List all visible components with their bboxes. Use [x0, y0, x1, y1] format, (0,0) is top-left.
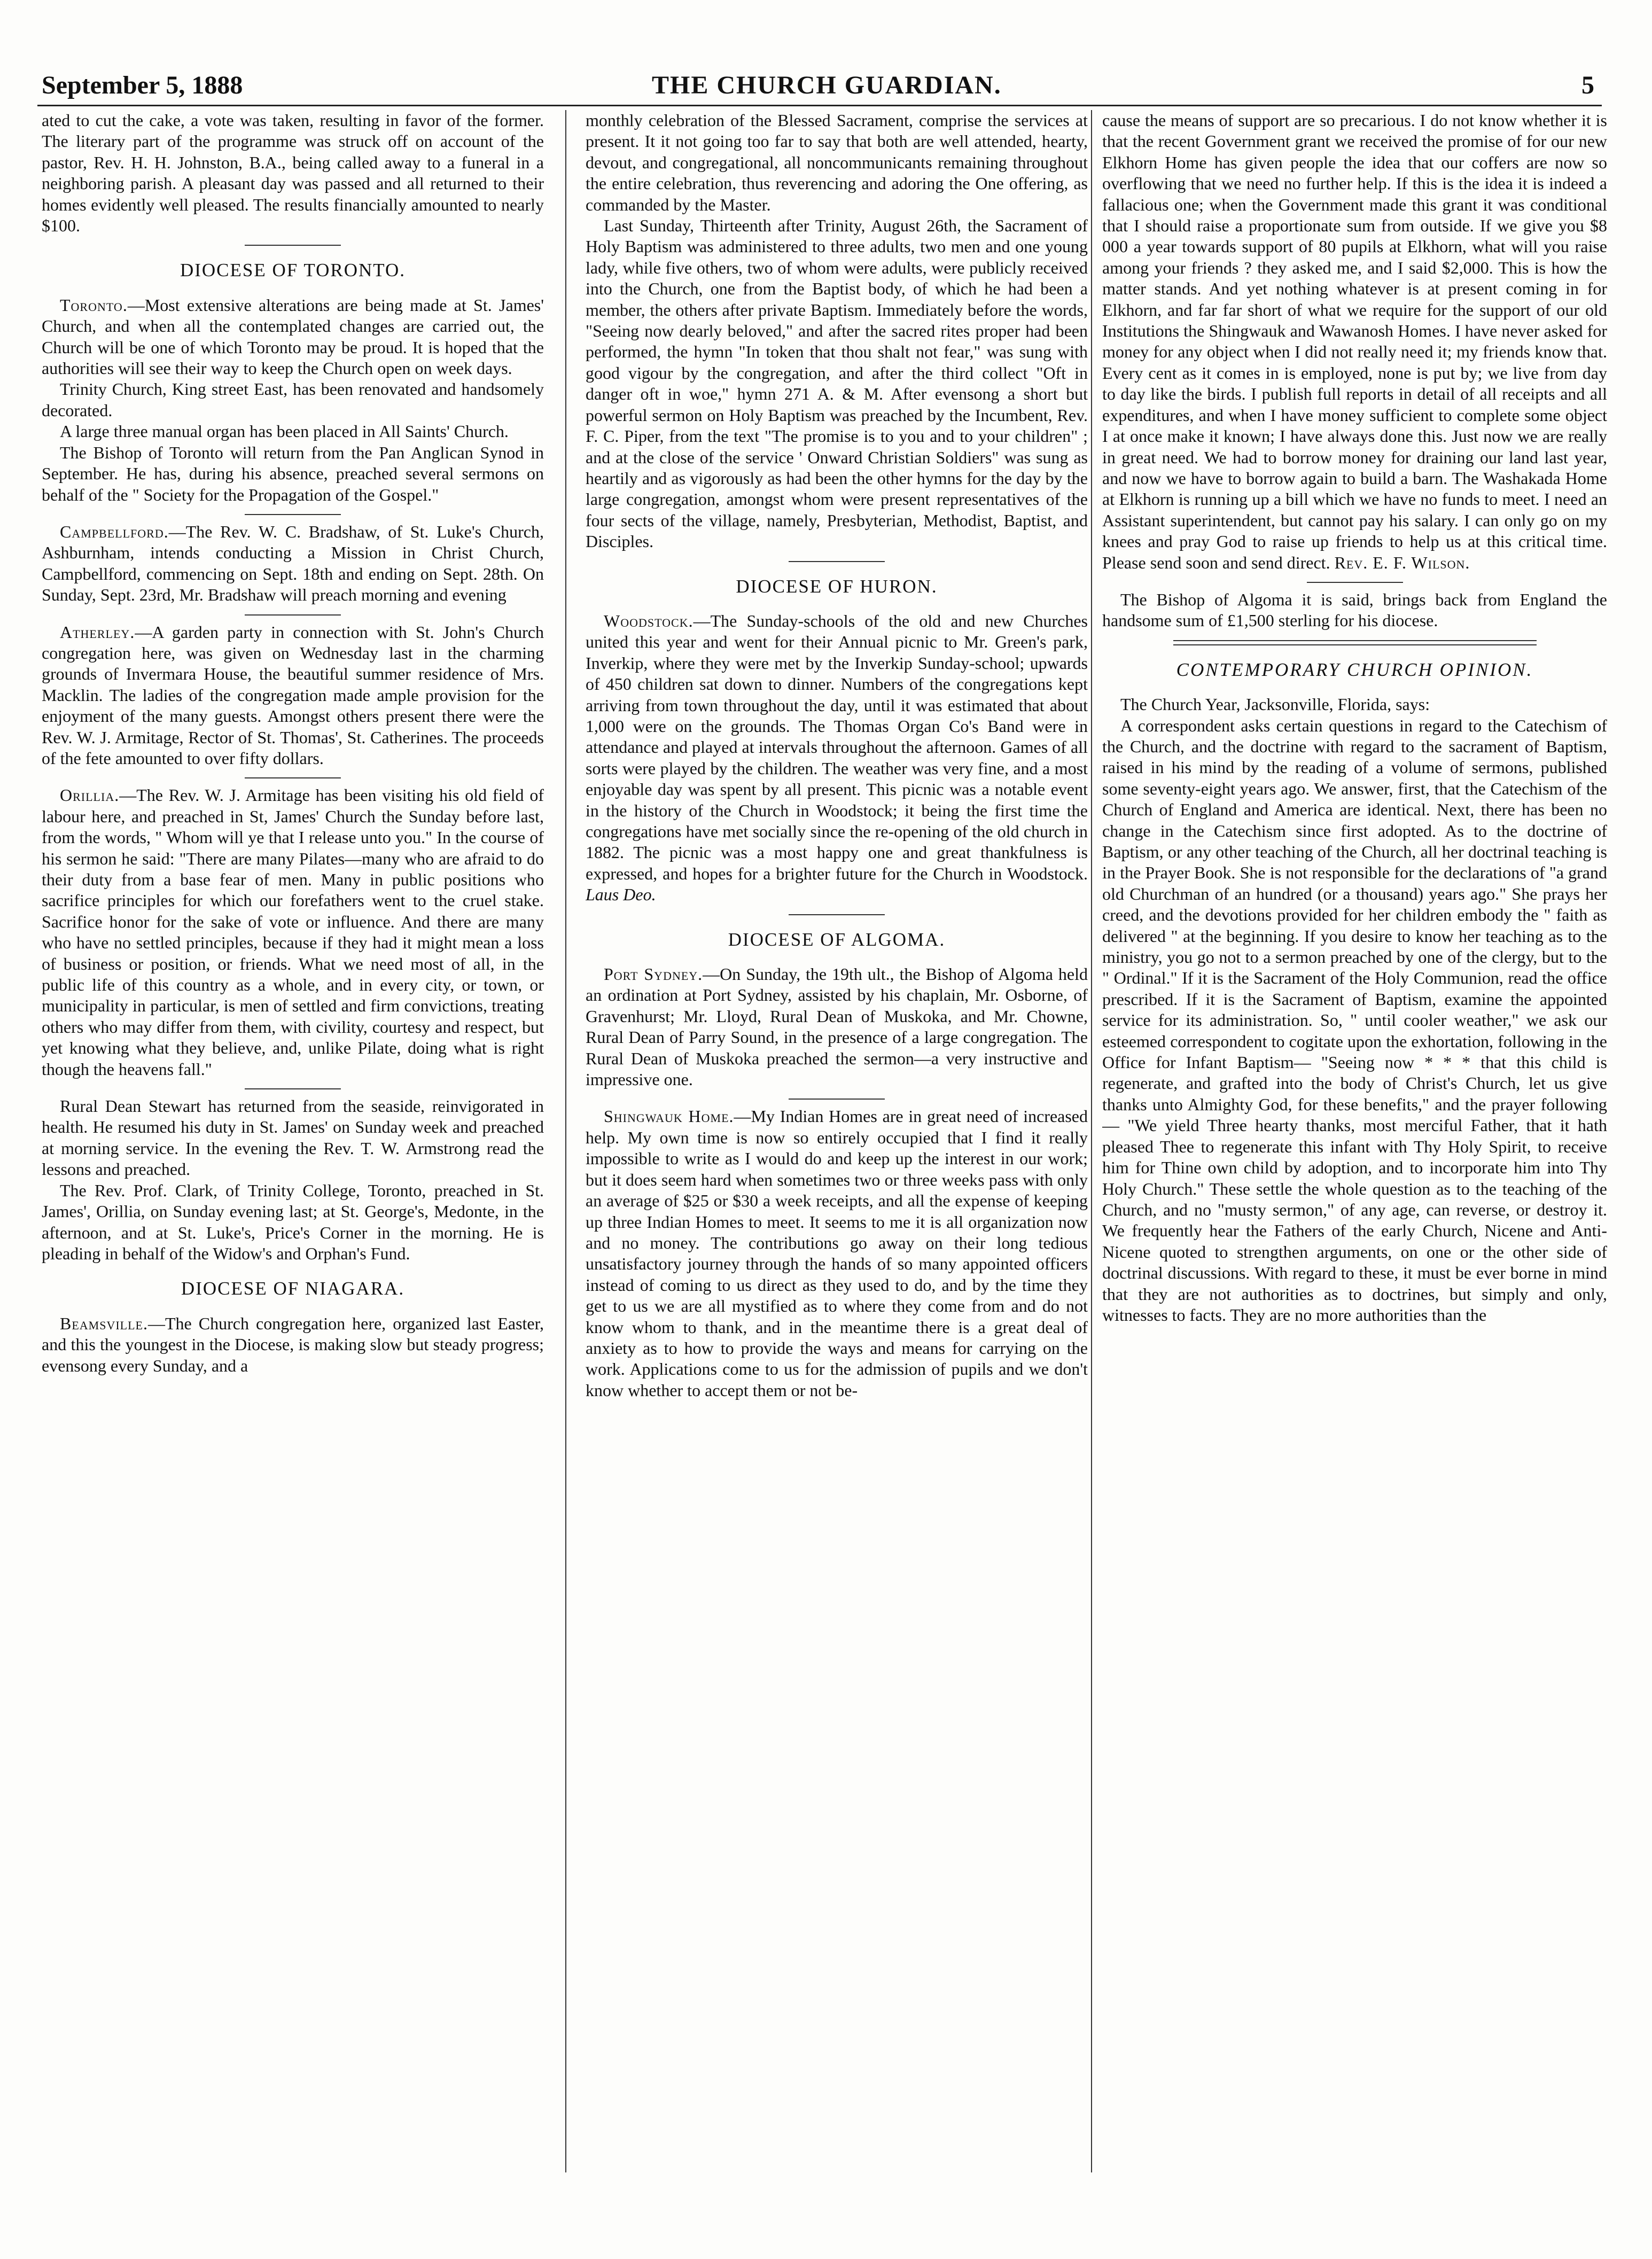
article-text: —My Indian Homes are in great need of increased help. My own time is now so entirely occupied that I find it really impossible to write as I would do and keep up the interest in our work; but it does seem hard when sometimes two or three weeks pass with only an average of $25 or $30 a week receipts, and all the expense of keeping up three Indian Homes to meet. It seems to me it is all organization now and no money. The contributions go away on their long tedious unsatisfactory journey through the hands of so many appointed officers instead of coming to us direct as they used to do, and by the time they get to us we are all mystified as to where they come from and do not know whom to thank, and in the meantime there is a great deal of anxiety as to how to provide the ways and means for carrying on the work. Applications come to us for the admission of pupils and we don't know whether to accept them or not be-	[586, 1107, 1088, 1400]
column-divider	[565, 110, 566, 2172]
article-paragraph: Last Sunday, Thirteenth after Trinity, August 26th, the Sacrament of Holy Baptism was administered to three adults, two men and one young lady, while five others, two of whom were adults, were publicly received into the Church, one from the Baptist body, of which he had been a member, the others after private Baptism. Immediately before the words, "Seeing now dearly beloved," and after the sacred rites proper had been performed, the hymn "In token that thou shalt not fear," was sung with good vigour by the congregation, and after the third collect "Oft in danger oft in woe," hymn 271 A. & M. After evensong a short but powerful sermon on Holy Baptism was preached by the Incumbent, Rev. F. C. Piper, from the text "The promise is to you and to your children" ; and at the close of the service ' Onward Christian Soldiers" was sung as heartily and as vigorously as had been the other hymns for the day by the large congregation, amongst whom were present representatives of the four sects of the village, namely, Presbyterian, Methodist, Baptist, and Disciples.	[586, 216, 1088, 551]
article-paragraph: monthly celebration of the Blessed Sacrament, comprise the services at present. It it not going too far to say that both are well attended, hearty, devout, and congregational, all noncommunicants remaining throughout the entire celebration, thus reverencing and adoring the One offering, as commanded by the Master.	[586, 111, 1088, 214]
issue-date: September 5, 1888	[42, 71, 243, 99]
article-paragraph	[586, 611, 1088, 906]
article-rule	[245, 777, 341, 778]
article-paragraph: ated to cut the cake, a vote was taken, resulting in favor of the former. The literary part of the programme was struck off on account of the pastor, Rev. H. H. Johnston, B.A., being called away to a funeral in a neighboring parish. A pleasant day was passed and all returned to their homes evidently well pleased. The results financially amounted to nearly $100.	[42, 111, 544, 236]
article-paragraph	[42, 785, 544, 1080]
article-paragraph: The Church Year, Jacksonville, Florida, says:	[1120, 695, 1430, 714]
section-rule	[245, 245, 341, 246]
article-text: —A garden party in connection with St. John's Church congregation here, was given on Wednesday last in the charming grounds of Invermara House, the beautiful summer residence of Mrs. Macklin. The ladies of the congregation made ample provision for the enjoyment of the many guests. Amongst others present there were the Rev. W. J. Armitage, Rector of St. Thomas', St. Catherines. The proceeds of the fete amounted to over fifty dollars.	[42, 622, 544, 768]
article-paragraph	[586, 1106, 1088, 1401]
article-rule	[789, 1099, 885, 1100]
column-middle	[586, 110, 1088, 2172]
article-paragraph: Trinity Church, King street East, has been renovated and handsomely decorated.	[42, 379, 544, 420]
section-double-rule	[1173, 640, 1537, 645]
place-name: Port Sydney.	[604, 964, 703, 984]
article-rule	[245, 614, 341, 616]
article-paragraph	[1102, 110, 1607, 573]
place-name: Atherley.	[60, 622, 135, 642]
article-paragraph	[42, 622, 544, 769]
article-paragraph	[42, 1313, 544, 1376]
section-rule	[789, 914, 885, 915]
article-rule	[245, 514, 341, 515]
article-rule	[245, 1088, 341, 1089]
page-number: 5	[1581, 71, 1594, 99]
closing-phrase: Laus Deo.	[586, 885, 656, 905]
place-name: Woodstock.	[604, 611, 693, 630]
place-name: Campbellford.	[60, 521, 169, 541]
article-paragraph: A large three manual organ has been placed in All Saints' Church.	[60, 422, 509, 441]
article-paragraph: The Rev. Prof. Clark, of Trinity College, Toronto, preached in St. James', Orillia, on Sunday evening last; at St. George's, Medonte, in the afternoon, and at St. Luke's, Price's Corner in the morning. He is pleading in behalf of the Widow's and Orphan's Fund.	[42, 1180, 544, 1263]
article-paragraph: The Bishop of Algoma it is said, brings back from England the handsome sum of £1,500 sterling for his diocese.	[1102, 589, 1607, 630]
article-text: —The Sunday-schools of the old and new Churches united this year and went for their Annual picnic to Mr. Green's park, Inverkip, where they were met by the Inverkip Sunday-school; upwards of 450 children sat down to dinner. Numbers of the congregations kept arriving from town throughout the day, until it was estimated that about 1,000 were on the grounds. The Thomas Organ Co's Band were in attendance and played at intervals throughout the afternoon. Games of all sorts were played by the children. The weather was very fine, and a most enjoyable day was spent by all present. This picnic was a notable event in the history of the Church in Woodstock; it being the first time the congregations have met socially since the re-opening of the old church in 1882. The picnic was a most happy one and great thankfulness is expressed, and hopes for a brighter future for the Church in Woodstock.	[586, 611, 1088, 883]
article-text: —The Church congregation here, organized last Easter, and this the youngest in the Diocese, is making slow but steady progress; evensong every Sunday, and a	[42, 1313, 544, 1375]
letter-signature: Rev. E. F. Wilson.	[1334, 552, 1470, 572]
column-divider	[1091, 110, 1092, 2172]
section-heading-toronto: DIOCESE OF TORONTO.	[180, 260, 406, 281]
place-name: Orillia.	[60, 785, 120, 805]
article-paragraph	[42, 521, 544, 606]
article-text: —The Rev. W. J. Armitage has been visiting his old field of labour here, and preached in St, James' Church the Sunday before last, from the words, " Whom will ye that I release unto you." In the course of his sermon he said: "There are many Pilates—many who are afraid to do their duty from a base fear of men. Many in public positions who sacrifice principles for which our forefathers went to the cruel stake. Sacrifice honor for the sake of vote or influence. And there are many who have no settled principles, because if they had it might mean a loss of business or position, or friends. What we need most of all, in the public life of this country as a whole, and in every city, or town, or municipality in particular, is men of settled and firm convictions, treating others who may differ from them, with civility, courtesy and respect, but yet knowing what they believe, and, unlike Pilate, doing what is right though the heavens fall."	[42, 785, 544, 1079]
section-heading-algoma: DIOCESE OF ALGOMA.	[728, 929, 946, 950]
section-heading-opinion: CONTEMPORARY CHURCH OPINION.	[1176, 659, 1533, 680]
article-text: cause the means of support are so precarious. I do not know whether it is that the recent Government grant we received the promise of for our new Elkhorn Home has given people the idea that our coffers are now so overflowing that we need no further help. If this is the idea it is indeed a fallacious one; when the Government made this grant it was conditional that I should raise a proportionate sum from outside. If we give you $8 000 a year towards support of 80 pupils at Elkhorn, what will you raise among your friends ? they asked me, and I said $2,000. This is how the matter stands. And yet nothing whatever is at present coming in for Elkhorn, and far far short of what we require for the support of our old Institutions the Shingwauk and Wawanosh Homes. I have never asked for money for any object when I did not really need it; my friends know that. Every cent as it comes in is employed, none is put by; we live from day to day like the birds. I publish full reports in detail of all receipts and all expenditures, and when I have money sufficient to complete some object I at once make it known; I have always done this. Just now we are really in great need. We had to borrow money for draining our land last year, and now we have to borrow again to build a barn. The Washakada Home at Elkhorn is running up a bill which we have no funds to meet. I need an Assistant superintendent, but cannot pay his salary. I can only go on my knees and pray God to raise up friends to help us at this critical time. Please send soon and send direct.	[1102, 111, 1607, 572]
section-heading-niagara: DIOCESE OF NIAGARA.	[181, 1278, 405, 1299]
section-heading-huron: DIOCESE OF HURON.	[736, 575, 938, 597]
section-rule	[789, 561, 885, 562]
article-rule	[1307, 582, 1403, 583]
article-paragraph	[586, 964, 1088, 1090]
masthead-rule	[37, 105, 1602, 106]
article-text: —The Rev. W. C. Bradshaw, of St. Luke's Church, Ashburnham, intends conducting a Mission in Christ Church, Campbellford, commencing on Sept. 18th and ending on Sept. 28th. On Sunday, Sept. 23rd, Mr. Bradshaw will preach morning and evening	[42, 521, 544, 605]
article-paragraph: The Bishop of Toronto will return from the Pan Anglican Synod in September. He has, during his absence, preached several sermons on behalf of the " Society for the Propagation of the Gospel."	[42, 442, 544, 504]
place-name: Toronto.	[60, 295, 128, 315]
article-paragraph	[42, 295, 544, 379]
place-name: Beamsville.	[60, 1313, 148, 1333]
newspaper-title: THE CHURCH GUARDIAN.	[652, 71, 1002, 99]
column-right	[1102, 110, 1607, 2172]
article-paragraph: A correspondent asks certain questions in regard to the Catechism of the Church, and the doctrine with regard to the sacrament of Baptism, raised in his mind by the reading of a volume of sermons, published some seventy-eight years ago. We answer, first, that the Catechism of the Church of England and America are identical. Next, there has been no change in the Catechism since first adopted. As to the doctrine of Baptism, or any other teaching of the Church, all her doctrinal teaching is in the Prayer Book. She is not responsible for the declarations of "a grand old Churchman of an hundred (or a thousand) years ago." She prays her creed, and the devotions provided for her children embody the " faith as delivered " at the beginning. If you desire to know her teaching as to the ministry, you go not to a sermon preached by one of the clergy, but to the " Ordinal." If it is the Sacrament of the Holy Communion, read the office prescribed. If it is the Sacrament of Baptism, examine the appointed service for its administration. So, " until cooler weather," we ask our esteemed correspondent to cogitate upon the exhortation, following in the Office for Infant Baptism— "Seeing now * * * that this child is regenerate, and grafted into the body of Christ's Church, let us give thanks unto Almighty God, for these benefits," and the prayer following— "We yield Three hearty thanks, most merciful Father, that it hath pleased Thee to regenerate this infant with Thy Holy Spirit, to receive him for Thine own child by adoption, and to incorporate him into Thy Holy Church." These settle the whole question as to the teaching of the Church, and no "musty sermon," of any age, can reverse, or destroy it. We frequently hear the Fathers of the early Church, Nicene and Anti-Nicene quoted to strengthen arguments, on one or the other side of doctrinal discussions. With regard to these, it must be ever borne in mind that they are not authorities as to doctrines, but simply and only, witnesses to facts. They are no more authorities than the	[1102, 715, 1607, 1325]
column-left	[42, 110, 544, 2172]
article-text: —On Sunday, the 19th ult., the Bishop of Algoma held an ordination at Port Sydney, assisted by his chaplain, Mr. Osborne, of Gravenhurst; Mr. Lloyd, Rural Dean of Muskoka, and Mr. Chowne, Rural Dean of Parry Sound, in the presence of a large congregation. The Rural Dean of Muskoka preached the sermon—a very instructive and impressive one.	[586, 964, 1088, 1089]
article-paragraph: Rural Dean Stewart has returned from the seaside, reinvigorated in health. He resumed his duty in St. James' on Sunday week and preached at morning service. In the evening the Rev. T. W. Armstrong read the lessons and preached.	[42, 1096, 544, 1179]
article-text: —Most extensive alterations are being made at St. James' Church, and when all the contemplated changes are carried out, the Church will be one of which Toronto may be proud. It is hoped that the authorities will see their way to keep the Church open on week days.	[42, 295, 544, 378]
place-name: Shingwauk Home.	[604, 1107, 734, 1126]
